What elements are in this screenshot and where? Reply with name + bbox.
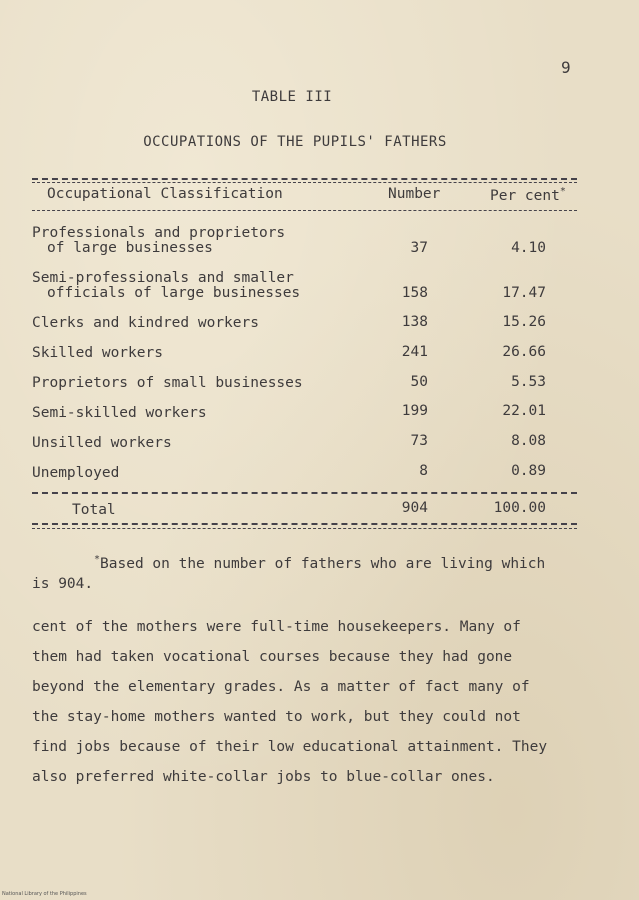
row-7-label: Unemployed	[32, 465, 120, 481]
body-line: beyond the elementary grades. As a matter of fact many of	[32, 679, 530, 695]
row-1-number: 158	[401, 285, 428, 301]
row-7-percent: 0.89	[511, 463, 546, 479]
row-4-number: 50	[410, 374, 428, 390]
body-line: the stay-home mothers wanted to work, but they could not	[32, 709, 521, 725]
row-6-number: 73	[410, 433, 428, 449]
footnote-line2: is 904.	[32, 575, 94, 592]
body-line: them had taken vocational courses because they had gone	[32, 649, 513, 665]
row-0-label-line2: of large businesses	[47, 240, 213, 256]
table-bottom-rule-inner	[32, 528, 577, 529]
row-6-label: Unsilled workers	[32, 435, 172, 451]
row-7-number: 8	[419, 463, 428, 479]
row-1-percent: 17.47	[502, 285, 546, 301]
header-percent-mark: *	[559, 186, 566, 197]
row-0-number: 37	[410, 240, 428, 256]
header-classification: Occupational Classification	[47, 186, 283, 202]
row-1-label-line2: officials of large businesses	[47, 285, 301, 301]
row-5-number: 199	[401, 403, 428, 419]
body-line: also preferred white-collar jobs to blue-collar ones.	[32, 769, 495, 785]
table-title: TABLE III	[251, 89, 333, 105]
header-rule	[32, 210, 577, 211]
row-4-label: Proprietors of small businesses	[32, 375, 303, 391]
table-bottom-rule	[32, 523, 577, 525]
row-1-label-line1: Semi-professionals and smaller	[32, 270, 294, 286]
archive-footer: National Library of the Philippines	[2, 891, 87, 897]
row-6-percent: 8.08	[511, 433, 546, 449]
table-top-rule	[32, 178, 577, 180]
row-4-percent: 5.53	[511, 374, 546, 390]
total-percent: 100.00	[493, 500, 546, 516]
row-3-percent: 26.66	[502, 344, 546, 360]
footnote	[32, 550, 592, 594]
table-top-rule-inner	[32, 182, 577, 183]
row-5-label: Semi-skilled workers	[32, 405, 207, 421]
row-2-label: Clerks and kindred workers	[32, 315, 259, 331]
total-number: 904	[401, 500, 428, 516]
row-3-label: Skilled workers	[32, 345, 163, 361]
row-5-percent: 22.01	[502, 403, 546, 419]
row-0-percent: 4.10	[511, 240, 546, 256]
footnote-mark: *	[94, 554, 101, 565]
body-line: find jobs because of their low educational attainment. They	[32, 739, 548, 755]
total-label: Total	[72, 502, 116, 518]
row-3-number: 241	[401, 344, 428, 360]
total-rule	[32, 492, 577, 494]
row-2-number: 138	[401, 314, 428, 330]
row-0-label-line1: Professionals and proprietors	[32, 225, 286, 241]
header-number: Number	[388, 186, 441, 202]
body-paragraph	[32, 612, 592, 792]
header-percent: Per cent*	[490, 186, 566, 204]
row-2-percent: 15.26	[502, 314, 546, 330]
table-subtitle: OCCUPATIONS OF THE PUPILS' FATHERS	[143, 134, 447, 150]
footnote-line1: Based on the number of fathers who are living which	[100, 555, 546, 572]
page-number: 9	[561, 58, 571, 77]
body-line: cent of the mothers were full-time housekeepers. Many of	[32, 619, 521, 635]
